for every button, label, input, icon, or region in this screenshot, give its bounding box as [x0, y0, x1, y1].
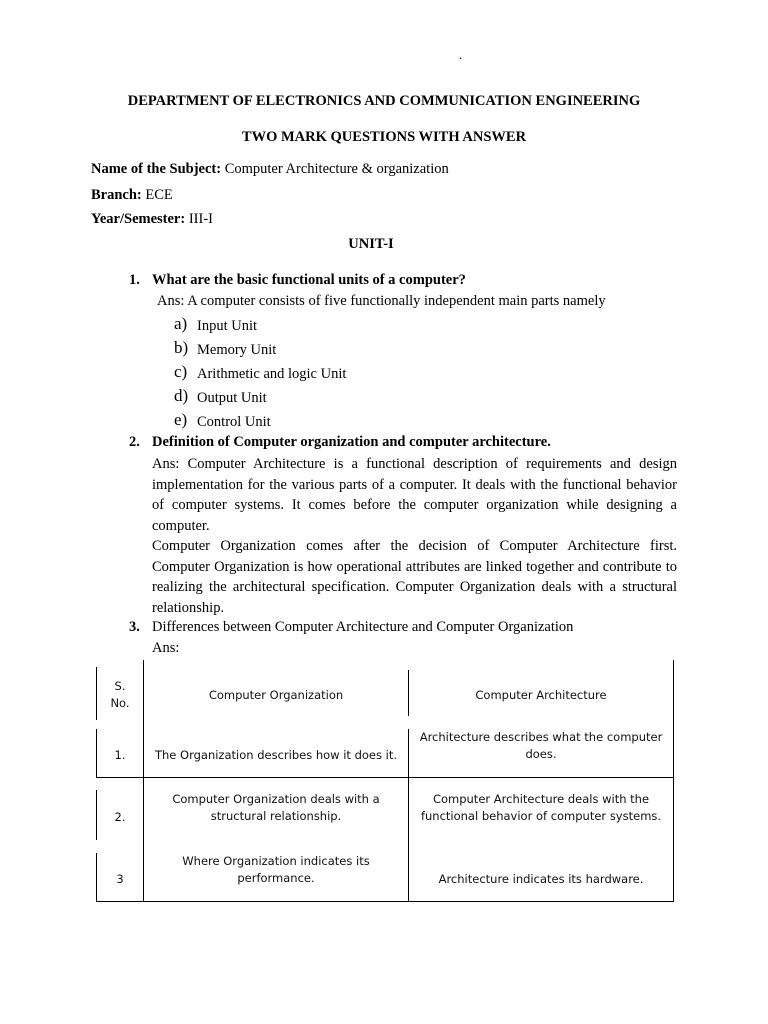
- table-row-3-sno: 3: [116, 871, 124, 886]
- branch-label: Branch:: [91, 187, 142, 203]
- q1-item-d: Output Unit: [197, 390, 267, 406]
- q3-number: 3.: [129, 619, 140, 635]
- year-line: [91, 211, 213, 228]
- table-header-architecture: Computer Architecture: [475, 687, 607, 702]
- table-rule: [673, 660, 674, 901]
- department-title: DEPARTMENT OF ELECTRONICS AND COMMUNICATION ENGINEERING: [127, 93, 641, 109]
- q2-paragraph-1: Ans: Computer Architecture is a functional description of requirements and design implementation for the various parts of a computer. It deals with the functional behavior of computer systems. It comes before the computer organization while designing a computer.: [152, 456, 677, 534]
- table-row-2-organization: Computer Organization deals with a structural relationship.: [172, 792, 380, 823]
- q1-item-b: Memory Unit: [197, 342, 277, 358]
- subject-line: [91, 161, 449, 178]
- q1-item-c: Arithmetic and logic Unit: [197, 366, 347, 382]
- branch-value: ECE: [145, 187, 173, 203]
- q2-number: 2.: [129, 434, 140, 450]
- q1-item-c-mark: c): [174, 362, 188, 381]
- q1-item-b-mark: b): [174, 338, 189, 357]
- table-rule: [96, 901, 674, 902]
- q1-answer: Ans: A computer consists of five functionally independent main parts namely: [157, 293, 606, 309]
- table-rule: [96, 777, 674, 778]
- header-dot: .: [459, 47, 463, 62]
- q1-item-d-mark: d): [174, 386, 189, 405]
- q2-question: Definition of Computer organization and computer architecture.: [152, 434, 551, 450]
- q1-item-a-mark: a): [174, 314, 188, 333]
- q1-number: 1.: [129, 272, 140, 288]
- q1-item-e-mark: e): [174, 410, 188, 429]
- q1-item-a: Input Unit: [197, 318, 258, 334]
- table-row-2-sno: 2.: [114, 809, 126, 824]
- table-row-1-architecture: Architecture describes what the computer does.: [419, 730, 663, 761]
- table-row-3-organization: Where Organization indicates its performance.: [182, 854, 370, 885]
- q1-item-e: Control Unit: [197, 414, 271, 430]
- subject-value: Computer Architecture & organization: [224, 161, 449, 177]
- document-subtitle: TWO MARK QUESTIONS WITH ANSWER: [241, 129, 527, 145]
- table-row-2-architecture: Computer Architecture deals with the functional behavior of computer systems.: [420, 792, 662, 823]
- table-header-sno: S. No.: [110, 679, 130, 710]
- q1-question: What are the basic functional units of a computer?: [152, 272, 466, 288]
- table-header-organization: Computer Organization: [208, 687, 344, 702]
- year-value: III-I: [188, 211, 213, 227]
- subject-label: Name of the Subject:: [91, 161, 222, 177]
- branch-line: [91, 187, 173, 204]
- table-row-1-sno: 1.: [114, 747, 126, 762]
- q3-answer: Ans:: [152, 640, 180, 656]
- q3-question: Differences between Computer Architecture and Computer Organization: [152, 619, 574, 635]
- unit-title: UNIT-I: [348, 236, 394, 252]
- year-label: Year/Semester:: [91, 211, 186, 227]
- q2-paragraph-2: Computer Organization comes after the decision of Computer Architecture first. Computer Organization is how operational attributes are linked together and contribute to realizing the architectural specification. Computer Organization deals with a structural relationship.: [152, 538, 677, 616]
- table-row-1-organization: The Organization describes how it does it.: [154, 747, 398, 762]
- table-row-3-architecture: Architecture indicates its hardware.: [438, 871, 644, 886]
